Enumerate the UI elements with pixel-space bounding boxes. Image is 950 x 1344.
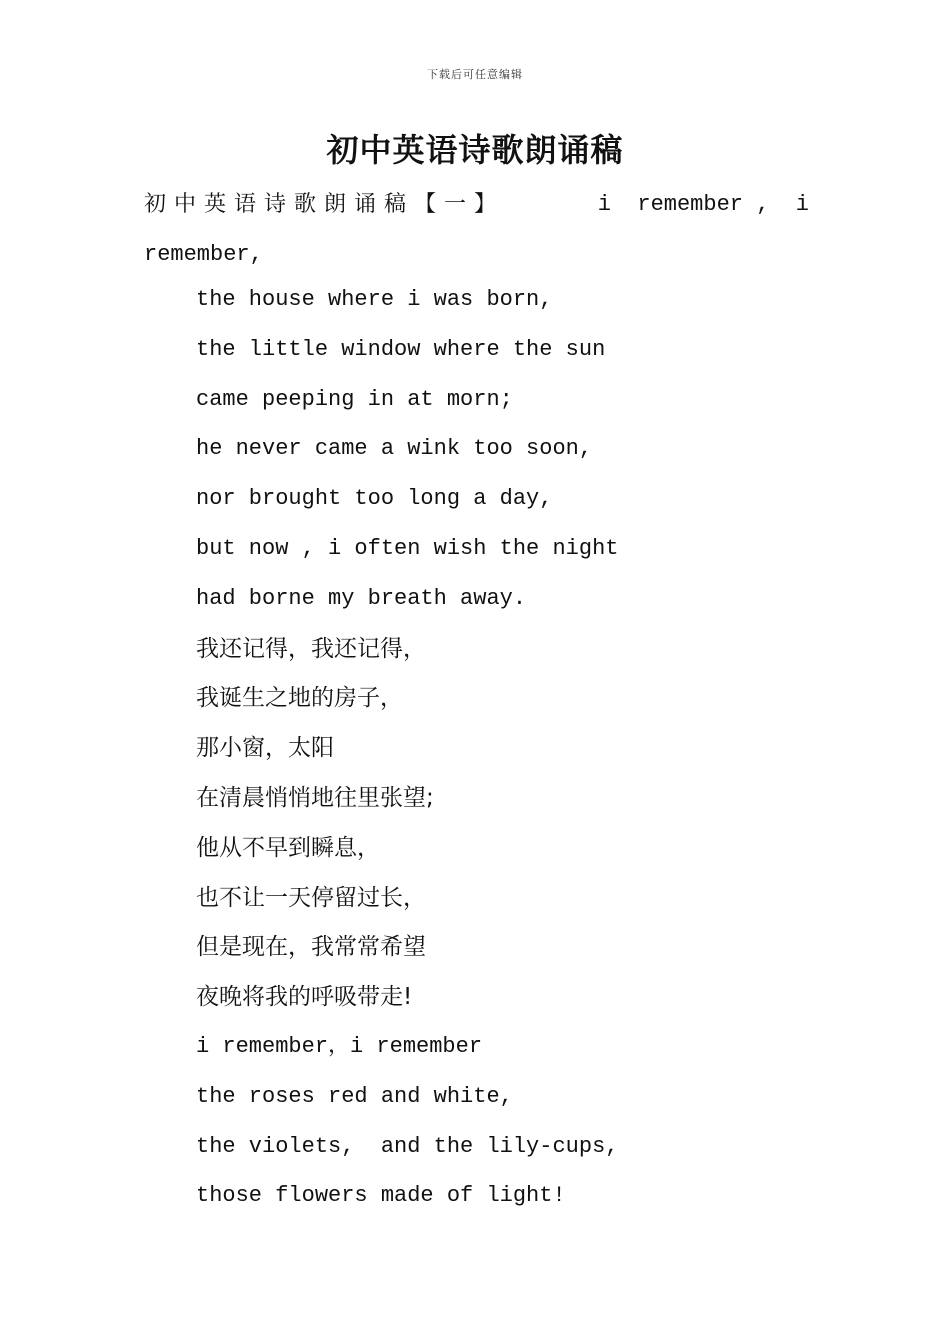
- poem-line: nor brought too long a day,: [196, 486, 553, 512]
- poem-line: came peeping in at morn;: [196, 386, 513, 412]
- poem-line: 也不让一天停留过长，: [196, 884, 426, 911]
- poem-line: but now , i often wish the night: [196, 535, 619, 561]
- intro-first-line-tail: i remember , i: [597, 192, 809, 217]
- document-title: 初中英语诗歌朗诵稿: [326, 131, 624, 169]
- poem-line: 他从不早到瞬息，: [196, 834, 380, 861]
- poem-line: 我还记得，我还记得，: [196, 635, 426, 662]
- poem-line: i remember，i remember: [196, 1033, 483, 1059]
- poem-body: [196, 280, 618, 1226]
- poem-line: 在清晨悄悄地往里张望;: [196, 784, 434, 811]
- poem-line: 夜晚将我的呼吸带走!: [196, 984, 413, 1011]
- poem-line: he never came a wink too soon,: [196, 436, 593, 462]
- poem-line: the house where i was born,: [196, 287, 553, 312]
- poem-line: 但是现在，我常常希望: [196, 934, 426, 961]
- header-note: 下载后可任意编辑: [427, 68, 523, 81]
- poem-line: the violets, and the lily-cups,: [196, 1133, 619, 1159]
- poem-line: 那小窗，太阳: [196, 735, 334, 762]
- intro-second-line: remember,: [144, 242, 263, 267]
- intro-paragraph: [144, 180, 809, 280]
- poem-line: the little window where the sun: [196, 336, 606, 362]
- poem-line: the roses red and white,: [196, 1083, 513, 1109]
- poem-line: 我诞生之地的房子，: [196, 685, 403, 712]
- poem-line: those flowers made of light!: [196, 1183, 566, 1209]
- poem-line: had borne my breath away.: [196, 585, 527, 611]
- section-heading: 初中英语诗歌朗诵稿【一】: [144, 192, 505, 217]
- intro-first-line: [144, 180, 809, 230]
